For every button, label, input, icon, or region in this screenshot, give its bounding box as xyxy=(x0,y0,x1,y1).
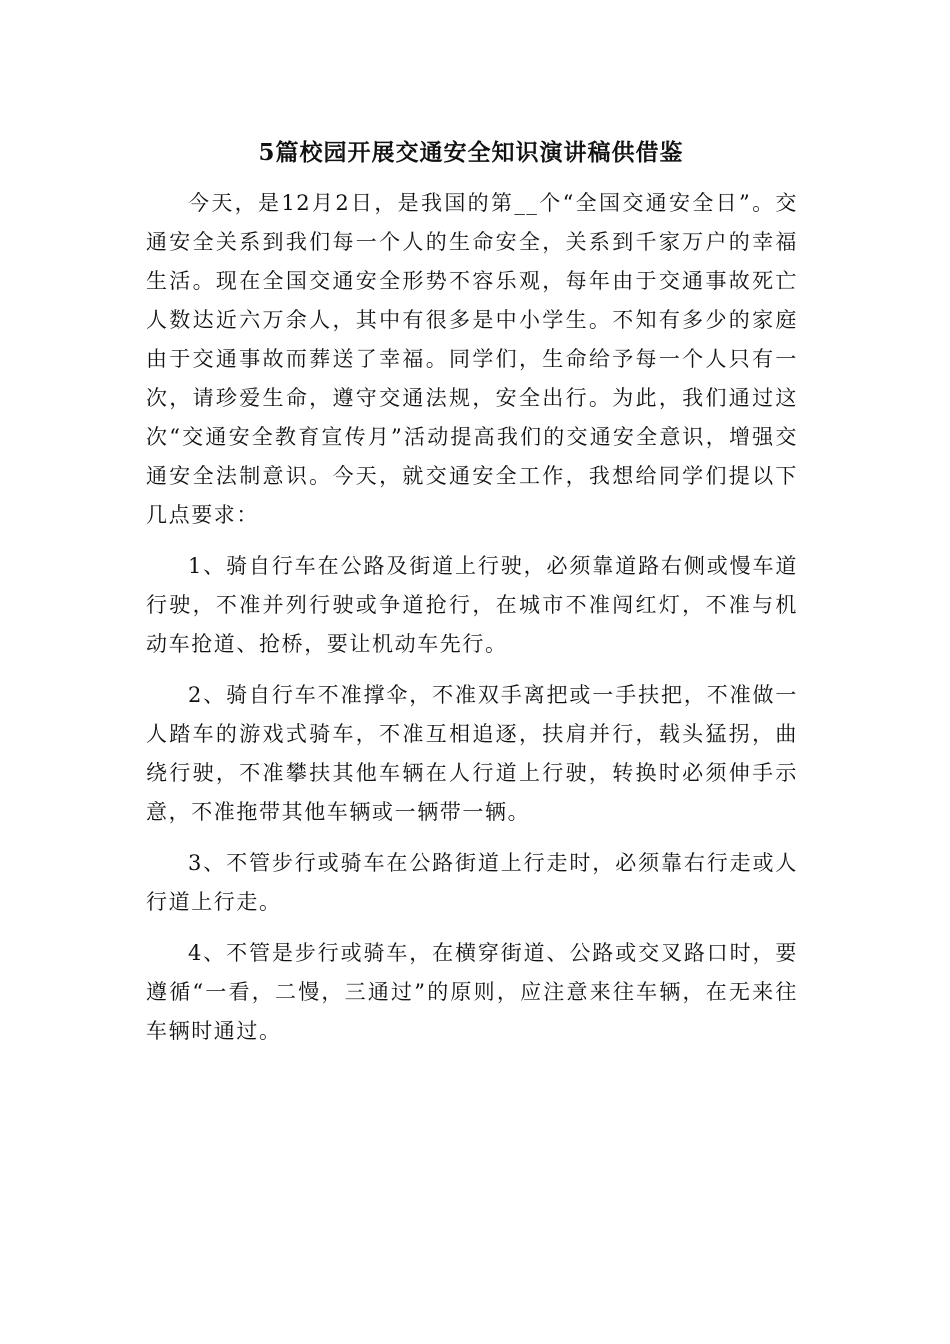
intro-paragraph: 今天，是12月2日，是我国的第__个“全国交通安全日”。交通安全关系到我们每一个人的生命安全，关系到千家万户的幸福生活。现在全国交通安全形势不容乐观，每年由于交通事故死亡人数达近六万余人，其中有很多是中小学生。不知有多少的家庭由于交通事故而葬送了幸福。同学们，生命给予每一个人只有一次，请珍爱生命，遵守交通法规，安全出行。为此，我们通过这次“交通安全教育宣传月”活动提高我们的交通安全意识，增强交通安全法制意识。今天，就交通安全工作，我想给同学们提以下几点要求： xyxy=(146,191,798,527)
rule-paragraph-2: 2、骑自行车不准撑伞，不准双手离把或一手扶把，不准做一人踏车的游戏式骑车，不准互相追逐，扶肩并行，载头猛拐，曲绕行驶，不准攀扶其他车辆在人行道上行驶，转换时必须伸手示意，不准拖带其他车辆或一辆带一辆。 xyxy=(146,683,798,824)
document-title: 5篇校园开展交通安全知识演讲稿供借鉴 xyxy=(258,139,684,166)
rule-paragraph-3: 3、不管步行或骑车在公路街道上行走时，必须靠右行走或人行道上行走。 xyxy=(146,851,798,914)
rule-paragraph-1: 1、骑自行车在公路及街道上行驶，必须靠道路右侧或慢车道行驶，不准并列行驶或争道抢行，在城市不准闯红灯，不准与机动车抢道、抢桥，要让机动车先行。 xyxy=(146,554,798,656)
document-body xyxy=(146,184,798,1051)
rule-paragraph-4: 4、不管是步行或骑车，在横穿街道、公路或交叉路口时，要遵循“一看，二慢，三通过”的原则，应注意来往车辆，在无来往车辆时通过。 xyxy=(146,941,798,1043)
